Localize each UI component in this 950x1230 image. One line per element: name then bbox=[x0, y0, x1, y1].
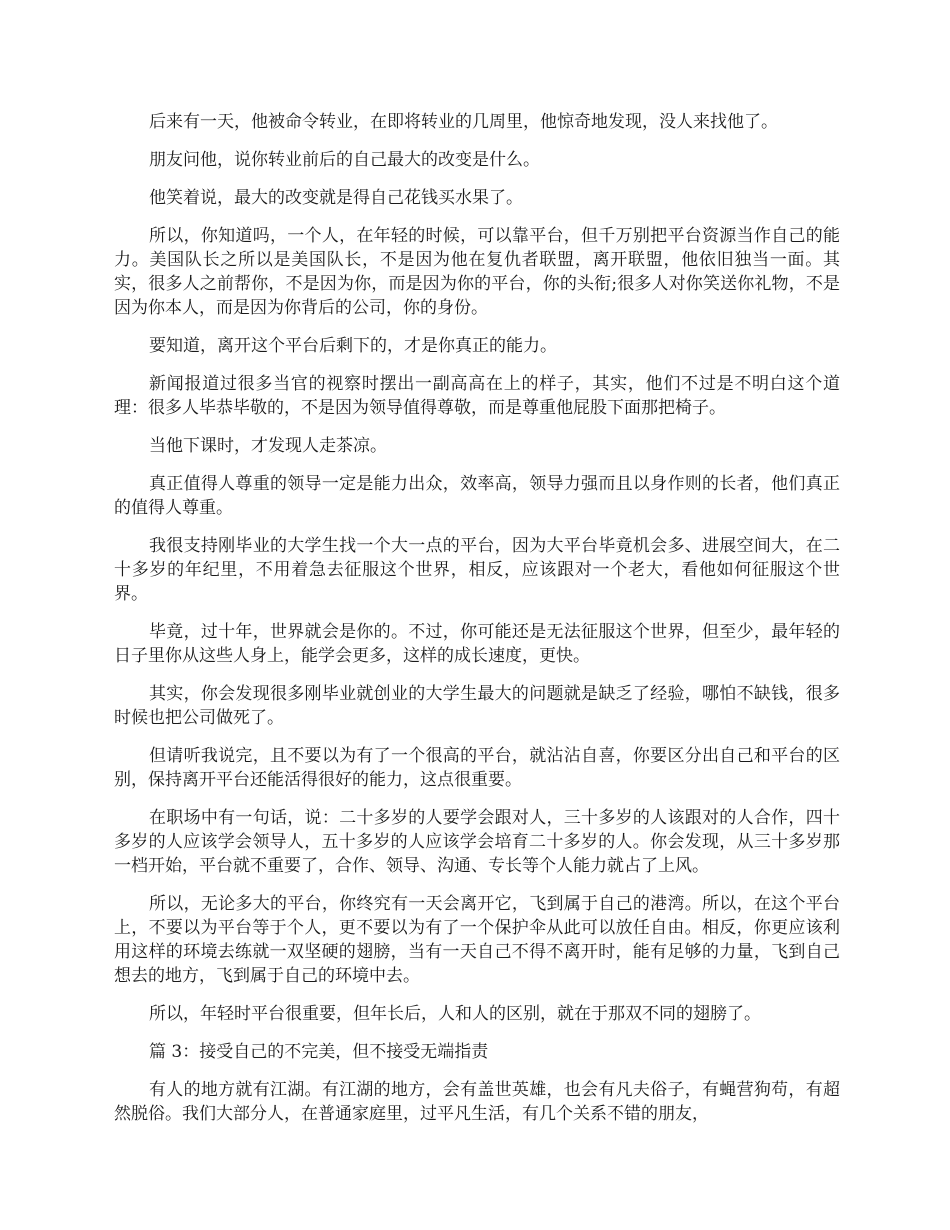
paragraph: 其实，你会发现很多刚毕业就创业的大学生最大的问题就是缺乏了经验，哪怕不缺钱，很多时候也把公司做死了。 bbox=[114, 684, 840, 728]
paragraph: 真正值得人尊重的领导一定是能力出众，效率高，领导力强而且以身作则的长者，他们真正的值得人尊重。 bbox=[114, 474, 840, 518]
paragraph: 新闻报道过很多当官的视察时摆出一副高高在上的样子，其实，他们不过是不明白这个道理：很多人毕恭毕敬的，不是因为领导值得尊敬，而是尊重他屁股下面那把椅子。 bbox=[114, 374, 840, 418]
paragraph: 要知道，离开这个平台后剩下的，才是你真正的能力。 bbox=[149, 336, 557, 356]
paragraph: 所以，年轻时平台很重要，但年长后，人和人的区别，就在于那双不同的翅膀了。 bbox=[149, 1004, 761, 1024]
paragraph: 后来有一天，他被命令转业，在即将转业的几周里，他惊奇地发现，没人来找他了。 bbox=[149, 112, 778, 132]
paragraph: 有人的地方就有江湖。有江湖的地方，会有盖世英雄，也会有凡夫俗子，有蝇营狗苟，有超然脱俗。我们大部分人，在普通家庭里，过平凡生活，有几个关系不错的朋友， bbox=[114, 1080, 840, 1124]
paragraph: 毕竟，过十年，世界就会是你的。不过，你可能还是无法征服这个世界，但至少，最年轻的日子里你从这些人身上，能学会更多，这样的成长速度，更快。 bbox=[114, 622, 840, 666]
section-heading: 篇 3：接受自己的不完美，但不接受无端指责 bbox=[149, 1042, 489, 1062]
paragraph: 我很支持刚毕业的大学生找一个大一点的平台，因为大平台毕竟机会多、进展空间大，在二十多岁的年纪里，不用着急去征服这个世界，相反，应该跟对一个老大，看他如何征服这个世界。 bbox=[114, 536, 840, 604]
paragraph: 所以，无论多大的平台，你终究有一天会离开它，飞到属于自己的港湾。所以，在这个平台上，不要以为平台等于个人，更不要以为有了一个保护伞从此可以放任自由。相反，你更应该利用这样的环境去练就一双坚硬的翅膀，当有一天自己不得不离开时，能有足够的力量，飞到自己想去的地方，飞到属于自己的环境中去。 bbox=[114, 894, 840, 986]
paragraph: 朋友问他，说你转业前后的自己最大的改变是什么。 bbox=[149, 150, 540, 170]
paragraph: 所以，你知道吗，一个人，在年轻的时候，可以靠平台，但千万别把平台资源当作自己的能力。美国队长之所以是美国队长，不是因为他在复仇者联盟，离开联盟，他依旧独当一面。其实，很多人之前帮你，不是因为你，而是因为你的平台，你的头衔;很多人对你笑送你礼物，不是因为你本人，而是因为你背后的公司，你的身份。 bbox=[114, 226, 840, 318]
paragraph: 但请听我说完，且不要以为有了一个很高的平台，就沾沾自喜，你要区分出自己和平台的区别，保持离开平台还能活得很好的能力，这点很重要。 bbox=[114, 746, 840, 790]
paragraph: 在职场中有一句话，说：二十多岁的人要学会跟对人，三十多岁的人该跟对的人合作，四十多岁的人应该学会领导人，五十多岁的人应该学会培育二十多岁的人。你会发现，从三十多岁那一档开始，平台就不重要了，合作、领导、沟通、专长等个人能力就占了上风。 bbox=[114, 808, 840, 876]
paragraph: 当他下课时，才发现人走茶凉。 bbox=[149, 436, 387, 456]
paragraph: 他笑着说，最大的改变就是得自己花钱买水果了。 bbox=[149, 188, 523, 208]
document-body bbox=[114, 110, 840, 1140]
